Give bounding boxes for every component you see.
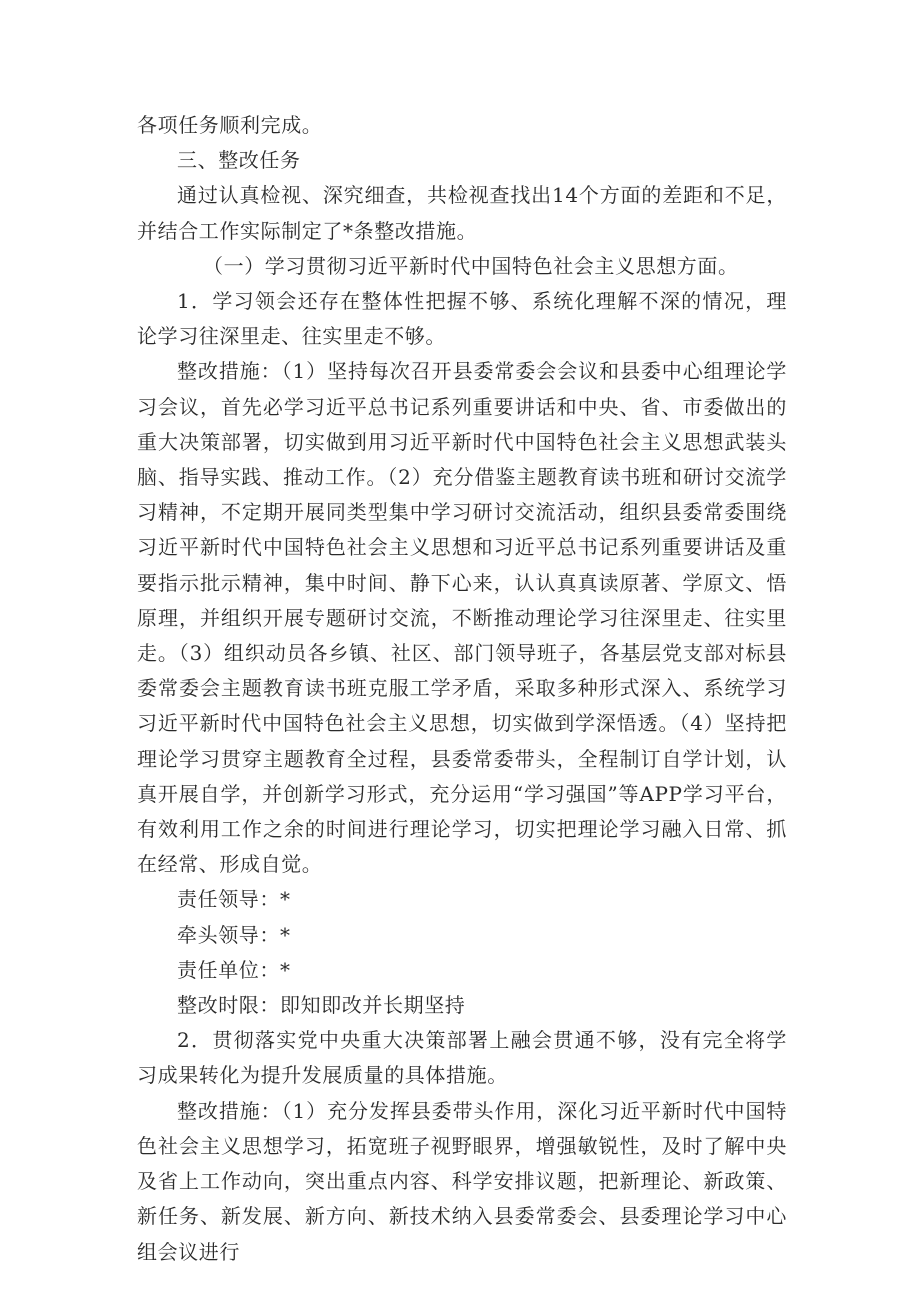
issue-item-2: 2．贯彻落实党中央重大决策部署上融会贯通不够，没有完全将学习成果转化为提升发展质量的具体措施。 (137, 1028, 787, 1088)
rectification-deadline: 整改时限：即知即改并长期坚持 (177, 993, 466, 1018)
paragraph-intro: 通过认真检视、深究细查，共检视查找出14个方面的差距和不足，并结合工作实际制定了*条整改措施。 (137, 183, 787, 243)
lead-leader: 牵头领导：* (177, 922, 291, 947)
issue-item-1: 1．学习领会还存在整体性把握不够、系统化理解不深的情况，理论学习往深里走、往实里走不够。 (137, 289, 787, 349)
responsible-unit: 责任单位：* (177, 957, 291, 982)
subsection-heading-1: （一）学习贯彻习近平新时代中国特色社会主义思想方面。 (203, 253, 739, 278)
responsible-leader: 责任领导：* (177, 887, 291, 912)
measures-paragraph-2: 整改措施：（1）充分发挥县委带头作用，深化习近平新时代中国特色社会主义思想学习，拓宽班子视野眼界，增强敏锐性，及时了解中央及省上工作动向，突出重点内容、科学安排议题，把新理论、新政策、新任务、新发展、新方向、新技术纳入县委常委会、县委理论学习中心组会议进行 (137, 1098, 787, 1264)
document-body (137, 108, 787, 1270)
measures-paragraph-1: 整改措施：（1）坚持每次召开县委常委会会议和县委中心组理论学习会议，首先必学习近平总书记系列重要讲话和中央、省、市委做出的重大决策部署，切实做到用习近平新时代中国特色社会主义思想武装头脑、指导实践、推动工作。（2）充分借鉴主题教育读书班和研讨交流学习精神，不定期开展同类型集中学习研讨交流活动，组织县委常委围绕习近平新时代中国特色社会主义思想和习近平总书记系列重要讲话及重要指示批示精神，集中时间、静下心来，认认真真读原著、学原文、悟原理，并组织开展专题研讨交流，不断推动理论学习往深里走、往实里走。（3）组织动员各乡镇、社区、部门领导班子，各基层党支部对标县委常委会主题教育读书班克服工学矛盾，采取多种形式深入、系统学习习近平新时代中国特色社会主义思想，切实做到学深悟透。（4）坚持把理论学习贯穿主题教育全过程，县委常委带头，全程制订自学计划，认真开展自学，并创新学习形式，充分运用“学习强国”等APP学习平台，有效利用工作之余的时间进行理论学习，切实把理论学习融入日常、抓在经常、形成自觉。 (137, 359, 787, 877)
paragraph-continuation: 各项任务顺利完成。 (137, 113, 323, 137)
section-heading-rectification-tasks: 三、整改任务 (177, 148, 301, 173)
